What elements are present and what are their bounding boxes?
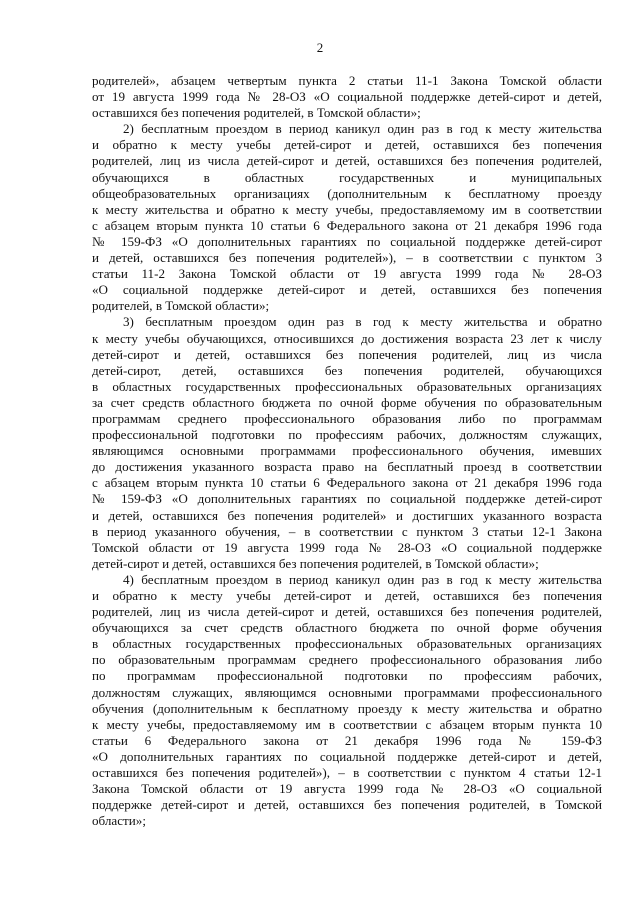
text-line: Томской области от 19 августа 1999 года № 28-ОЗ «О социальной поддержке: [92, 539, 602, 555]
text-line: 3) бесплатным проездом один раз в год к месту жительства и обратно: [123, 314, 602, 330]
text-line: 4) бесплатным проездом в период каникул один раз в год к месту жительства: [123, 571, 602, 587]
text-line: и обратно к месту учебы детей-сирот и детей, оставшихся без попечения: [92, 137, 602, 153]
text-line: «О дополнительных гарантиях по социальной поддержке детей-сирот и детей,: [92, 748, 602, 764]
text-line: родителей, лиц из числа детей-сирот и детей, оставшихся без попечения родителей,: [92, 604, 602, 620]
text-line: от 19 августа 1999 года № 28-ОЗ «О социальной поддержке детей-сирот и детей,: [92, 89, 602, 105]
text-line: детей-сирот, детей, оставшихся без попечения родителей, обучающихся: [92, 362, 602, 378]
text-line: в областных государственных профессиональных образовательных организациях: [92, 636, 602, 652]
text-line: и детей, оставшихся без попечения родителей»), – в соответствии с пунктом 3: [92, 250, 602, 266]
text-line: родителей», абзацем четвертым пункта 2 статьи 11-1 Закона Томской области: [92, 73, 602, 88]
text-line: к месту жительства и обратно к месту учебы, предоставляемому им в соответствии: [92, 201, 602, 217]
text-line: родителей, в Томской области»;: [92, 298, 270, 314]
text-line: 2) бесплатным проездом в период каникул один раз в год к месту жительства: [123, 121, 602, 137]
text-line: обучающихся за счет средств областного бюджета по очной форме обучения: [92, 620, 602, 636]
text-line: и детей, оставшихся без попечения родителей» и достигших указанного возраста: [92, 507, 602, 523]
text-line: по программам профессиональной подготовки по профессиям рабочих,: [92, 668, 602, 684]
text-line: детей-сирот и детей, оставшихся без попечения родителей, лиц из числа: [92, 346, 602, 362]
text-line: детей-сирот и детей, оставшихся без попечения родителей, в Томской области»;: [92, 555, 539, 571]
text-line: с абзацем вторым пункта 10 статьи 6 Федерального закона от 21 декабря 1996 года: [92, 217, 602, 233]
text-line: в областных государственных профессиональных образовательных организациях: [92, 378, 602, 394]
text-line: общеобразовательных организациях (дополнительным к бесплатному проезду: [92, 185, 602, 201]
page-number: 2: [316, 40, 324, 55]
text-line: поддержке детей-сирот и детей, оставшихся без попечения родителей, в Томской: [92, 797, 602, 813]
text-line: оставшихся без попечения родителей»), – в соответствии с пунктом 4 статьи 12-1: [92, 765, 602, 781]
text-line: с абзацем вторым пункта 10 статьи 6 Федерального закона от 21 декабря 1996 года: [92, 475, 602, 491]
text-line: Закона Томской области от 19 августа 1999 года № 28-ОЗ «О социальной: [92, 781, 602, 797]
text-line: обучающихся в областных государственных и муниципальных: [92, 169, 602, 185]
text-line: статьи 11-2 Закона Томской области от 19 августа 1999 года № 28-ОЗ: [92, 266, 602, 282]
text-line: к месту учебы обучающихся, относившихся до достижения возраста 23 лет к числу: [92, 330, 602, 346]
text-line: являющимся основными программами профессионального обучения, имевших: [92, 443, 602, 459]
text-line: № 159-ФЗ «О дополнительных гарантиях по социальной поддержке детей-сирот: [92, 491, 602, 507]
text-line: к месту учебы, предоставляемому им в соответствии с абзацем вторым пункта 10: [92, 716, 602, 732]
text-line: до достижения указанного возраста право на бесплатный проезд в соответствии: [92, 459, 602, 475]
text-line: в период указанного обучения, – в соответствии с пунктом 3 статьи 12-1 Закона: [92, 523, 602, 539]
text-line: и обратно к месту учебы детей-сирот и детей, оставшихся без попечения: [92, 588, 602, 603]
text-line: «О социальной поддержке детей-сирот и детей, оставшихся без попечения: [92, 282, 602, 298]
text-line: обучения (дополнительным к бесплатному проезду к месту жительства и обратно: [92, 700, 602, 716]
text-line: должностям служащих, являющимся основными программами профессионального: [92, 684, 602, 700]
text-line: № 159-ФЗ «О дополнительных гарантиях по социальной поддержке детей-сирот: [92, 233, 602, 249]
text-line: области»;: [92, 813, 146, 829]
text-line: профессиональной подготовки по профессиям рабочих, должностям служащих,: [92, 427, 602, 443]
text-line: по образовательным программам среднего профессионального образования либо: [92, 652, 602, 668]
text-line: программам среднего профессионального образования либо по программам: [92, 410, 602, 426]
text-line: статьи 6 Федерального закона от 21 декабря 1996 года № 159-ФЗ: [92, 732, 602, 748]
text-line: за счет средств областного бюджета по очной форме обучения по образовательным: [92, 394, 602, 410]
text-line: оставшихся без попечения родителей, в Томской области»;: [92, 105, 421, 121]
text-line: родителей, лиц из числа детей-сирот и детей, оставшихся без попечения родителей,: [92, 153, 602, 169]
document-body: [92, 73, 602, 829]
